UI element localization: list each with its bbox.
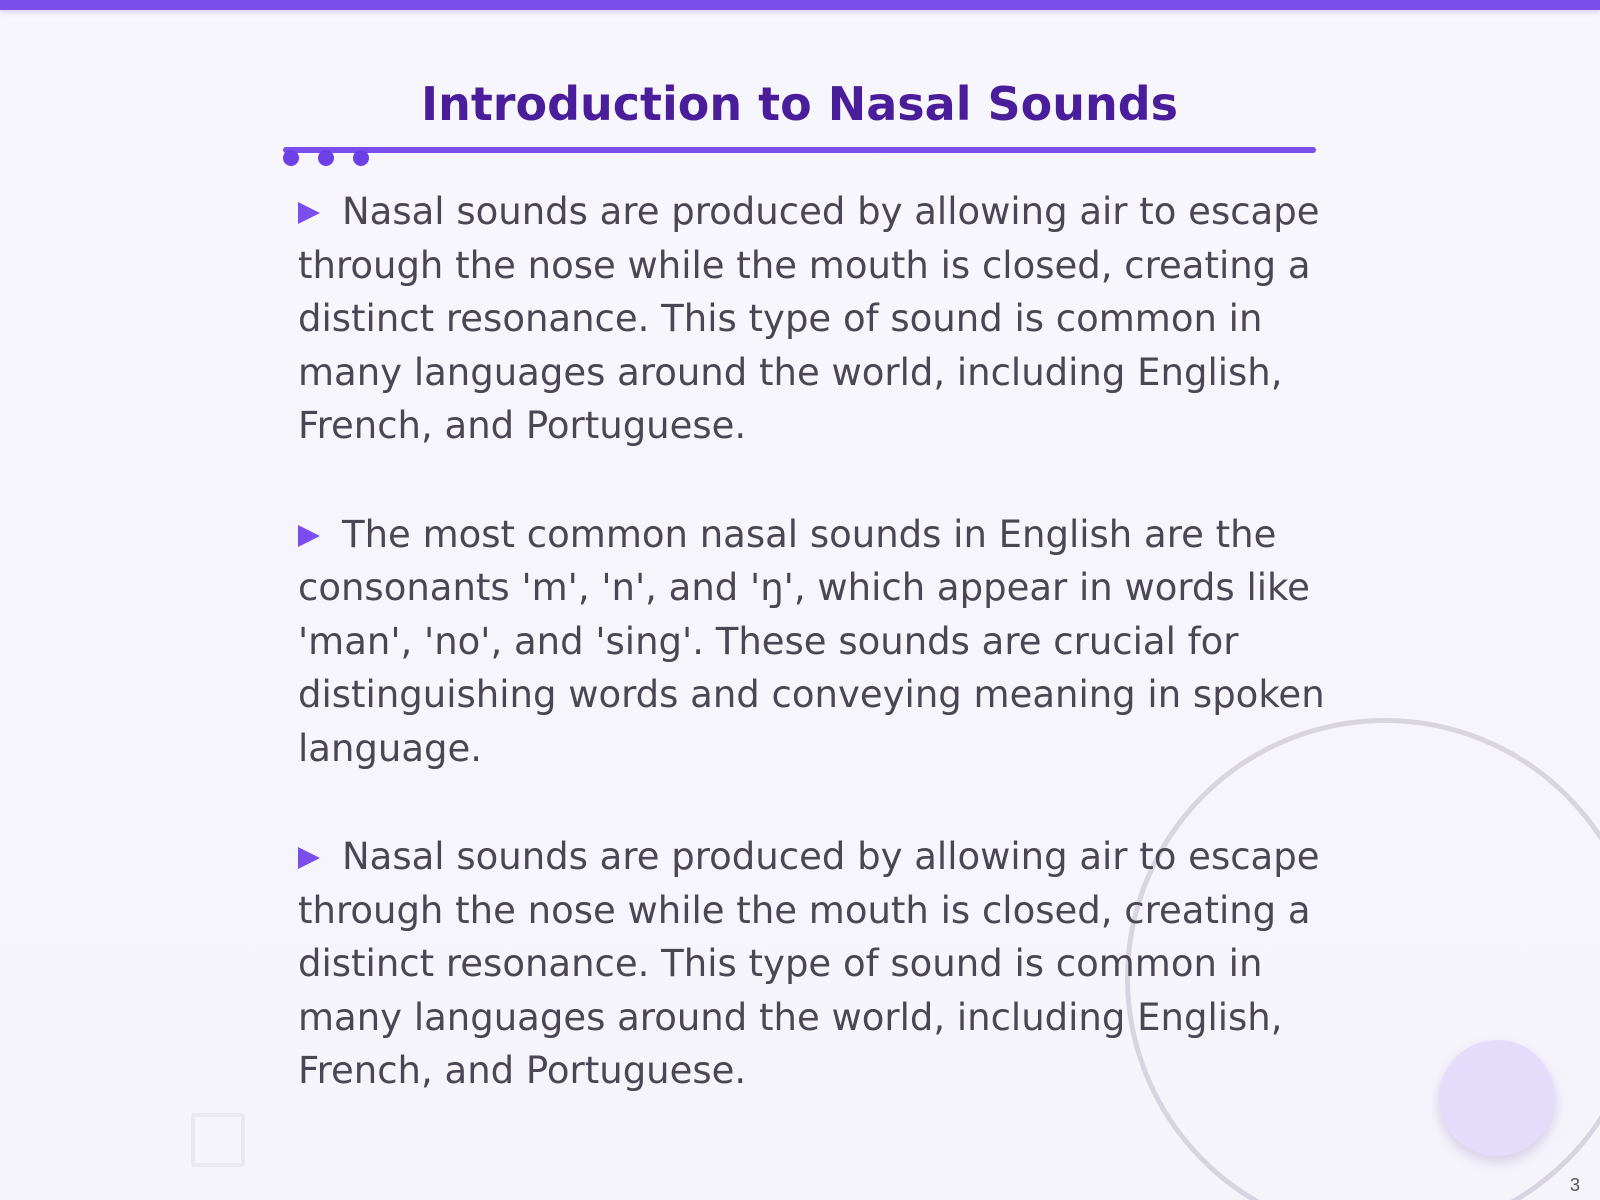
decorative-dot: [353, 150, 369, 166]
bullet-line: distinct resonance. This type of sound is common in: [298, 297, 1263, 340]
triangle-bullet-icon: [298, 847, 320, 869]
bullet-line-text: Nasal sounds are produced by allowing air to escape: [342, 190, 1320, 233]
slide-title: Introduction to Nasal Sounds: [420, 77, 1179, 131]
bullet-item: [298, 508, 1325, 776]
decorative-dot: [283, 150, 299, 166]
decorative-dot: [318, 150, 334, 166]
bullet-line: through the nose while the mouth is closed, creating a: [298, 888, 1311, 932]
bullet-list: [298, 185, 1325, 1153]
bullet-line: consonants 'm', 'n', and 'ŋ', which appear in words like: [298, 566, 1310, 609]
page-number: 3: [1569, 1175, 1580, 1195]
decorative-circle: [1439, 1040, 1555, 1156]
bullet-line-text: Nasal sounds are produced by allowing air to escape: [342, 835, 1320, 878]
bullet-line: 'man', 'no', and 'sing'. These sounds are crucial for: [298, 619, 1239, 663]
bullet-line: many languages around the world, including English,: [298, 995, 1283, 1039]
bullet-line-text: The most common nasal sounds in English are the: [342, 512, 1277, 556]
bullet-line: [298, 830, 1320, 884]
bullet-line: language.: [298, 726, 483, 770]
bullet-line: [298, 508, 1308, 562]
bullet-line: through the nose while the mouth is closed, creating a: [298, 243, 1311, 287]
top-accent-bar: [0, 0, 1600, 10]
bullet-line: many languages around the world, including English,: [298, 350, 1283, 394]
bullet-line: [298, 185, 1320, 239]
bullet-item: [298, 830, 1320, 1098]
bullet-line: French, and Portuguese.: [298, 404, 747, 447]
bullet-item: [298, 185, 1320, 453]
bullet-line: distinct resonance. This type of sound is common in: [298, 942, 1263, 985]
title-underline: [283, 147, 1316, 153]
bullet-line: French, and Portuguese.: [298, 1049, 747, 1092]
triangle-bullet-icon: [298, 525, 320, 547]
triangle-bullet-icon: [298, 202, 320, 224]
decorative-square: [191, 1113, 245, 1167]
bullet-line: distinguishing words and conveying meaning in spoken: [298, 673, 1325, 716]
